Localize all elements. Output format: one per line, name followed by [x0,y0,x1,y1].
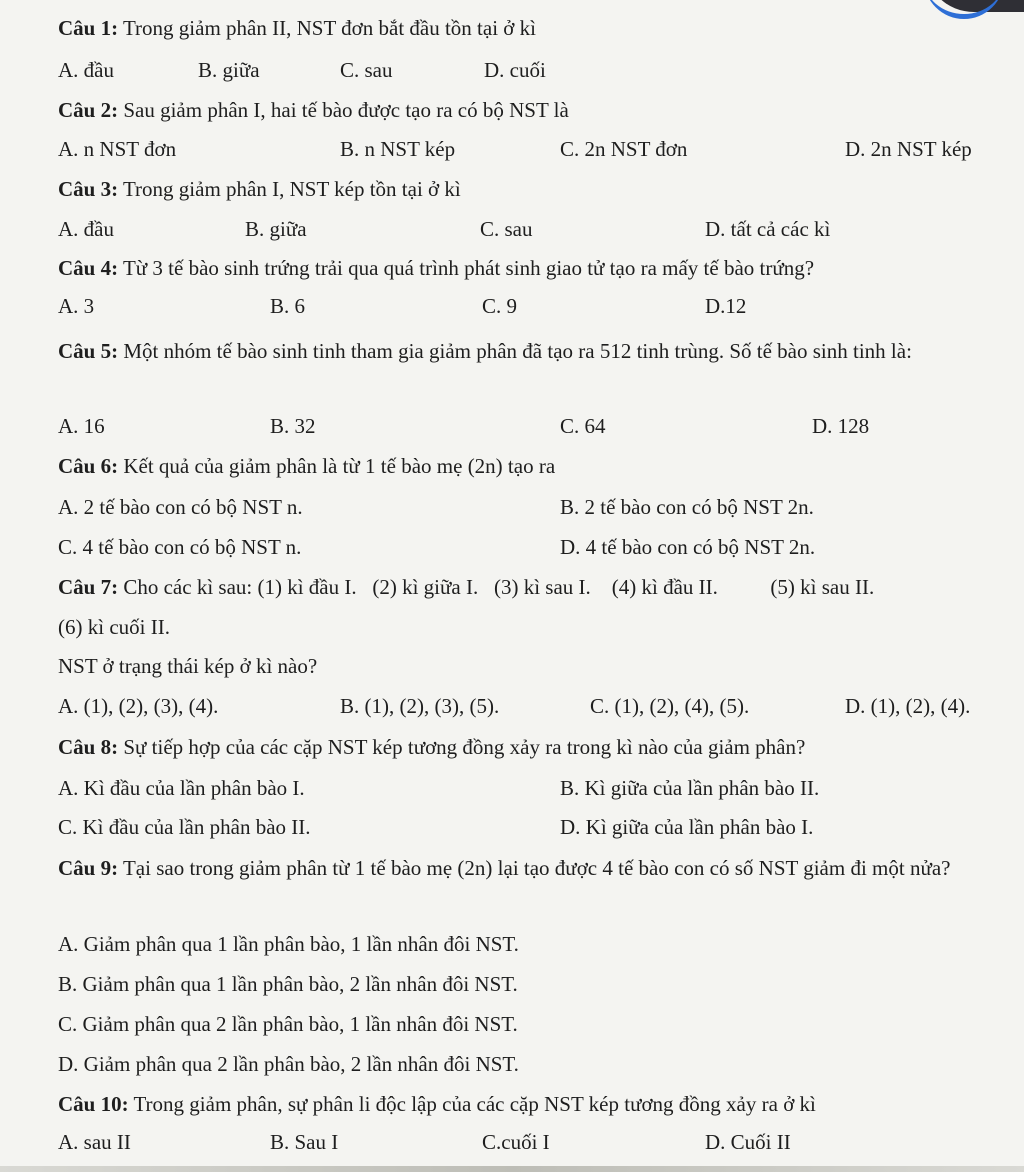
question-8 [58,733,1008,761]
question-2-text: Sau giảm phân I, hai tế bào được tạo ra có bộ NST là [118,98,569,122]
question-3 [58,175,1008,203]
q4-option-b[interactable]: B. 6 [270,294,306,318]
q1-option-d[interactable]: D. cuối [484,58,546,82]
question-4-text: Từ 3 tế bào sinh trứng trải qua quá trình phát sinh giao tử tạo ra mấy tế bào trứng? [118,256,815,280]
question-7 [58,573,1008,601]
q1-option-c[interactable]: C. sau [340,58,393,82]
q10-option-b[interactable]: B. Sau I [270,1130,339,1154]
q7-option-b[interactable]: B. (1), (2), (3), (5). [340,694,500,718]
q8-option-d[interactable]: D. Kì giữa của lần phân bào I. [560,815,814,839]
q6-option-b[interactable]: B. 2 tế bào con có bộ NST 2n. [560,495,814,519]
q8-option-c[interactable]: C. Kì đầu của lần phân bào II. [58,815,311,839]
q8-option-a[interactable]: A. Kì đầu của lần phân bào I. [58,776,305,800]
question-10-label: Câu 10: [58,1092,129,1116]
q9-option-b[interactable]: B. Giảm phân qua 1 lần phân bào, 2 lần nhân đôi NST. [58,972,518,996]
q6-option-a[interactable]: A. 2 tế bào con có bộ NST n. [58,495,303,519]
q7-option-c[interactable]: C. (1), (2), (4), (5). [590,694,750,718]
question-1-label: Câu 1: [58,16,119,40]
q5-option-b[interactable]: B. 32 [270,414,316,438]
q3-option-c[interactable]: C. sau [480,217,533,241]
q1-option-a[interactable]: A. đầu [58,58,114,82]
q3-option-a[interactable]: A. đầu [58,217,114,241]
question-7-line-2: (6) kì cuối II. [58,615,170,639]
q2-option-d[interactable]: D. 2n NST kép [845,137,972,161]
q9-option-c[interactable]: C. Giảm phân qua 2 lần phân bào, 1 lần nhân đôi NST. [58,1012,518,1036]
q10-option-a[interactable]: A. sau II [58,1130,131,1154]
cut-off-next-line [0,1166,1024,1172]
question-2-label: Câu 2: [58,98,119,122]
q6-option-c[interactable]: C. 4 tế bào con có bộ NST n. [58,535,302,559]
q7-option-d[interactable]: D. (1), (2), (4). [845,694,971,718]
question-1-text: Trong giảm phân II, NST đơn bắt đầu tồn tại ở kì [118,16,536,40]
q3-option-d[interactable]: D. tất cả các kì [705,217,831,241]
question-7-text: Cho các kì sau: (1) kì đầu I. (2) kì giữa I. (3) kì sau I. (4) kì đầu II. (5) kì sau II. [118,575,875,599]
question-3-label: Câu 3: [58,177,119,201]
q5-option-d[interactable]: D. 128 [812,414,870,438]
question-8-text: Sự tiếp hợp của các cặp NST kép tương đồng xảy ra trong kì nào của giảm phân? [118,735,806,759]
q2-option-a[interactable]: A. n NST đơn [58,137,177,161]
question-1 [58,14,1008,42]
q9-option-a[interactable]: A. Giảm phân qua 1 lần phân bào, 1 lần nhân đôi NST. [58,932,519,956]
q9-option-d[interactable]: D. Giảm phân qua 2 lần phân bào, 2 lần nhân đôi NST. [58,1052,519,1076]
question-2 [58,96,1008,124]
question-3-text: Trong giảm phân I, NST kép tồn tại ở kì [118,177,461,201]
q4-option-a[interactable]: A. 3 [58,294,95,318]
question-10-text: Trong giảm phân, sự phân li độc lập của các cặp NST kép tương đồng xảy ra ở kì [128,1092,816,1116]
question-6-label: Câu 6: [58,454,119,478]
q5-option-c[interactable]: C. 64 [560,414,606,438]
question-6-text: Kết quả của giảm phân là từ 1 tế bào mẹ (2n) tạo ra [118,454,556,478]
q1-option-b[interactable]: B. giữa [198,58,260,82]
q2-option-b[interactable]: B. n NST kép [340,137,456,161]
q10-option-c[interactable]: C.cuối I [482,1130,550,1154]
question-5-label: Câu 5: [58,339,119,363]
q4-option-d[interactable]: D.12 [705,294,747,318]
q3-option-b[interactable]: B. giữa [245,217,307,241]
question-4-label: Câu 4: [58,256,119,280]
question-9 [58,849,1013,887]
q10-option-d[interactable]: D. Cuối II [705,1130,791,1154]
q7-option-a[interactable]: A. (1), (2), (3), (4). [58,694,219,718]
q4-option-c[interactable]: C. 9 [482,294,518,318]
question-9-text: Tại sao trong giảm phân từ 1 tế bào mẹ (2n) lại tạo được 4 tế bào con có số NST giảm đi một nửa? [118,856,951,880]
q2-option-c[interactable]: C. 2n NST đơn [560,137,688,161]
q5-option-a[interactable]: A. 16 [58,414,105,438]
q8-option-b[interactable]: B. Kì giữa của lần phân bào II. [560,776,820,800]
question-8-label: Câu 8: [58,735,119,759]
q6-option-d[interactable]: D. 4 tế bào con có bộ NST 2n. [560,535,816,559]
question-5-text: Một nhóm tế bào sinh tinh tham gia giảm phân đã tạo ra 512 tinh trùng. Số tế bào sinh tinh là: [118,339,912,363]
question-4 [58,254,1008,282]
question-9-label: Câu 9: [58,856,119,880]
question-7-label: Câu 7: [58,575,119,599]
question-5 [58,332,1013,370]
question-10 [58,1090,1008,1118]
question-6 [58,452,1008,480]
question-7-line-3: NST ở trạng thái kép ở kì nào? [58,654,318,678]
